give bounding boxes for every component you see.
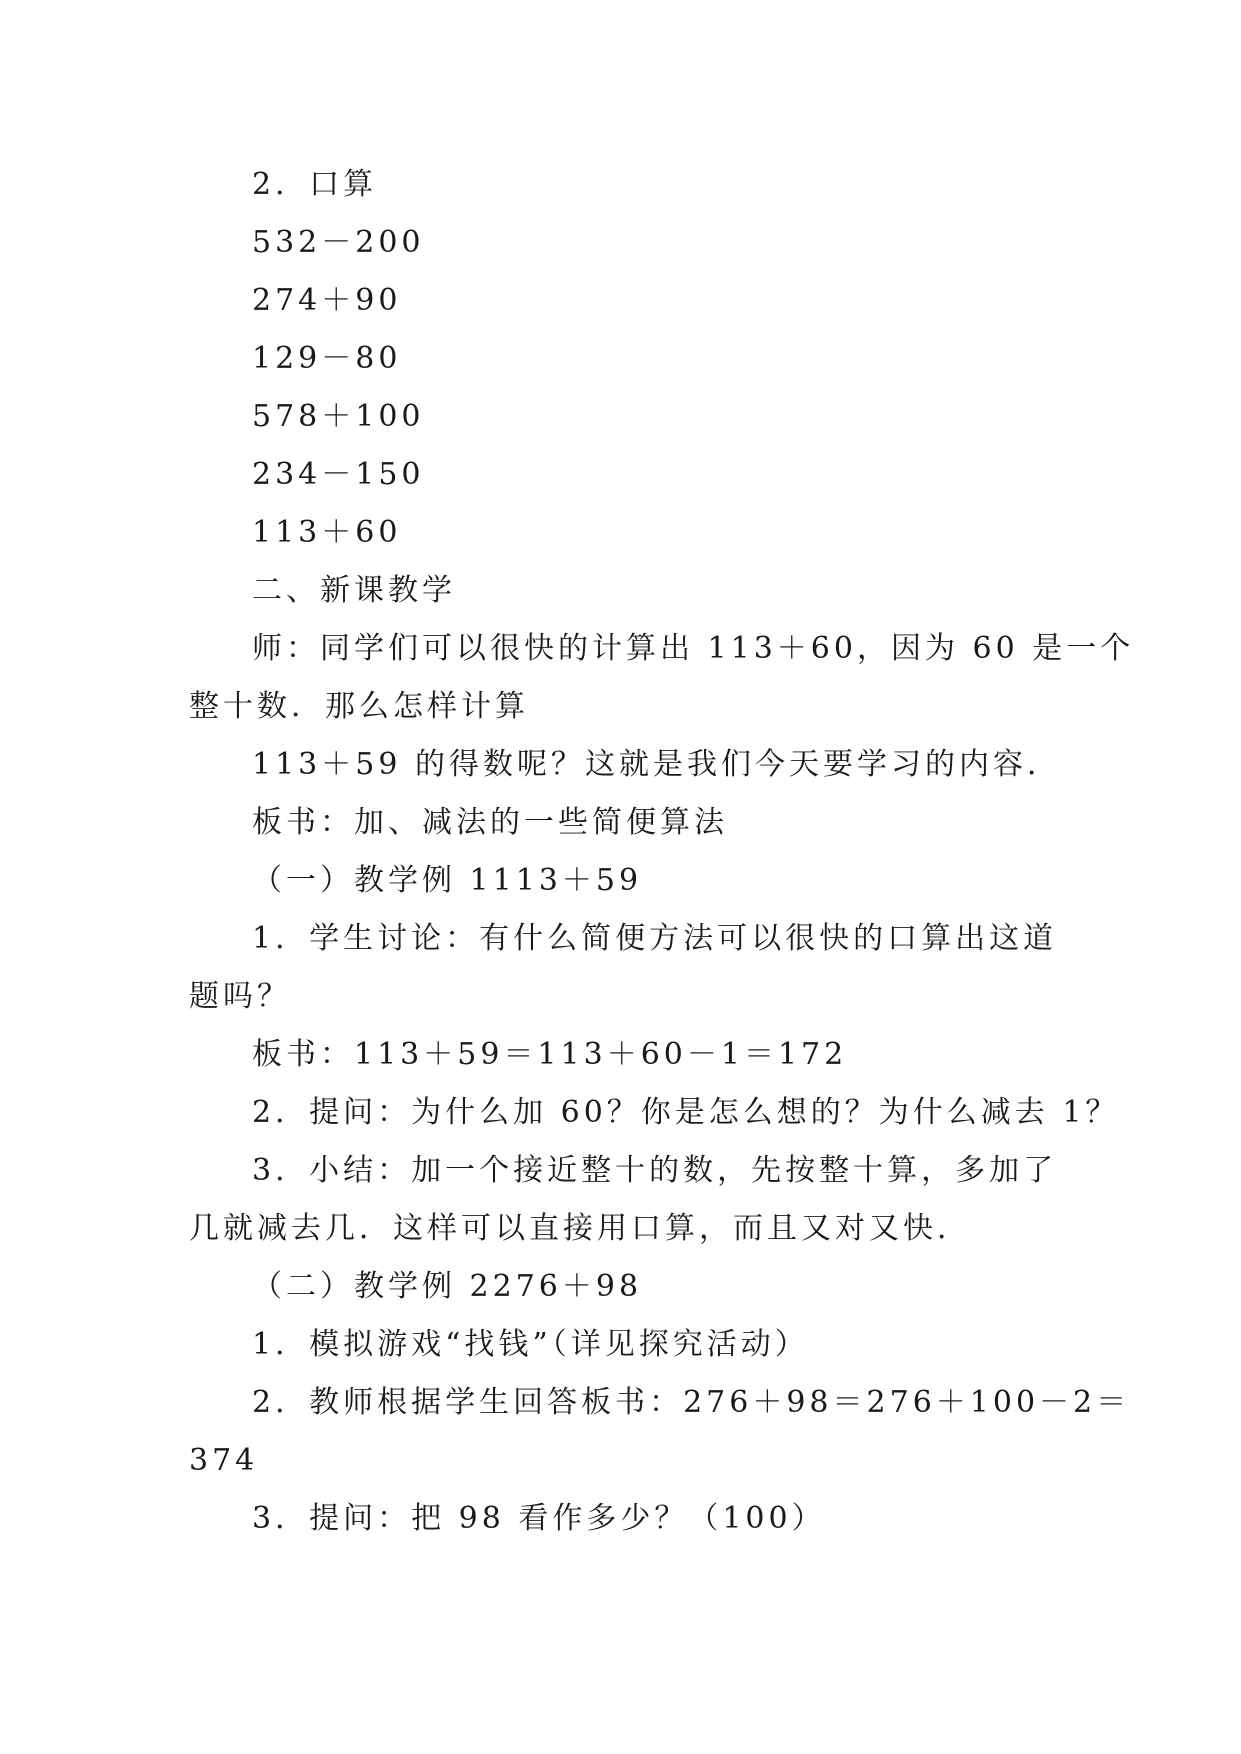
paragraph-line: 1．学生讨论：有什么简便方法可以很快的口算出这道: [252, 921, 1058, 956]
oral-calc-item-4: 578＋100: [252, 399, 425, 434]
oral-calc-item-6: 113＋60: [252, 515, 402, 550]
paragraph-line: 几就减去几．这样可以直接用口算，而且又对又快．: [189, 1211, 971, 1246]
oral-calc-item-1: 532－200: [252, 225, 425, 260]
example-2-heading: （二）教学例 2276＋98: [252, 1269, 643, 1304]
paragraph-line: 113＋59 的得数呢？这就是我们今天要学习的内容．: [252, 747, 1061, 782]
oral-calc-item-3: 129－80: [252, 341, 402, 376]
blackboard-title: 板书：加、减法的一些简便算法: [252, 805, 728, 840]
paragraph-line: 2．教师根据学生回答板书：276＋98＝276＋100－2＝: [252, 1385, 1131, 1420]
oral-calc-item-5: 234－150: [252, 457, 425, 492]
paragraph-line: 师：同学们可以很快的计算出 113＋60，因为 60 是一个: [252, 631, 1135, 666]
paragraph-line: 题吗？: [189, 979, 291, 1014]
oral-calc-item-2: 274＋90: [252, 283, 402, 318]
paragraph-line: 1．模拟游戏“找钱”（详见探究活动）: [252, 1327, 809, 1362]
paragraph-line: 3．提问：把 98 看作多少？（100）: [252, 1501, 826, 1536]
paragraph-line: 整十数．那么怎样计算: [189, 689, 529, 724]
blackboard-equation-1: 板书：113＋59＝113＋60－1＝172: [252, 1037, 848, 1072]
example-1-heading: （一）教学例 1113＋59: [252, 863, 643, 898]
oral-calc-heading: 2．口算: [252, 167, 378, 202]
section-heading-new-lesson: 二、新课教学: [252, 573, 456, 608]
paragraph-line: 3．小结：加一个接近整十的数，先按整十算，多加了: [252, 1153, 1058, 1188]
paragraph-line: 374: [189, 1443, 259, 1478]
paragraph-line: 2．提问：为什么加 60？你是怎么想的？为什么减去 1？: [252, 1095, 1120, 1130]
